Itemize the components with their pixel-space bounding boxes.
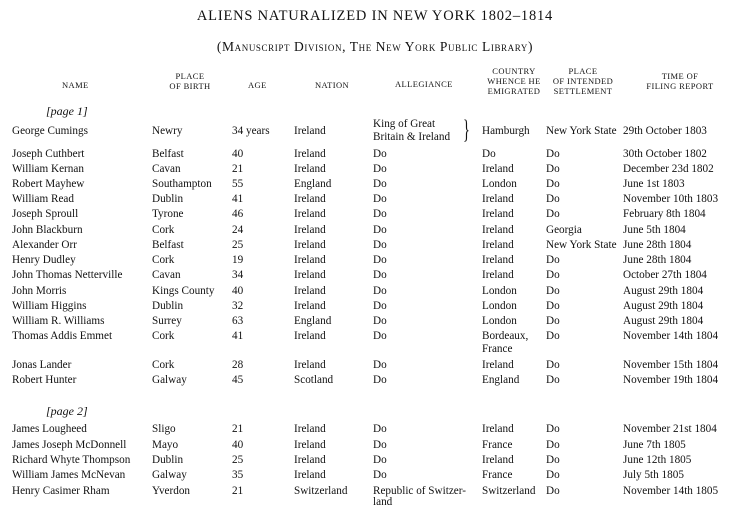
cell-birth: Sligo [152, 423, 176, 435]
cell-country: London [482, 285, 517, 297]
cell-time: June 28th 1804 [623, 239, 692, 251]
cell-allegiance: Do [373, 330, 387, 342]
cell-name: Joseph Sproull [12, 208, 79, 220]
cell-name: Alexander Orr [12, 239, 77, 251]
cell-country: Ireland [482, 193, 514, 205]
cell-allegiance: Do [373, 208, 387, 220]
cell-time: November 21st 1804 [623, 423, 717, 435]
subtitle-close-paren: ) [527, 39, 534, 54]
cell-country: France [482, 439, 513, 451]
table-row [0, 300, 750, 315]
cell-place: Do [546, 300, 560, 312]
header-nation: NATION [315, 80, 350, 90]
cell-nation: England [294, 178, 332, 190]
cell-birth: Yverdon [152, 485, 191, 497]
cell-age: 25 [232, 454, 244, 466]
cell-age: 21 [232, 163, 244, 175]
cell-allegiance: Do [373, 439, 387, 451]
cell-age: 32 [232, 300, 244, 312]
table-row [0, 269, 750, 284]
table-row [0, 148, 750, 163]
cell-allegiance: Do [373, 178, 387, 190]
cell-nation: Ireland [294, 300, 326, 312]
table-row [0, 469, 750, 484]
cell-allegiance: Do [373, 374, 387, 386]
cell-birth: Belfast [152, 239, 184, 251]
cell-age: 41 [232, 330, 244, 342]
table-row [0, 163, 750, 178]
cell-nation: Ireland [294, 423, 326, 435]
header-country-line-1: COUNTRY [492, 66, 536, 76]
cell-nation: Ireland [294, 148, 326, 160]
cell-allegiance: Do [373, 454, 387, 466]
cell-allegiance: Do [373, 239, 387, 251]
right-brace: } [463, 115, 470, 144]
header-country-line-3: EMIGRATED [487, 86, 541, 96]
cell-name: Joseph Cuthbert [12, 148, 85, 160]
cell-place: Do [546, 374, 560, 386]
cell-time: 30th October 1802 [623, 148, 707, 160]
cell-age: 19 [232, 254, 244, 266]
cell-country: Ireland [482, 454, 514, 466]
cell-country: Ireland [482, 239, 514, 251]
cell-name: John Thomas Netterville [12, 269, 123, 281]
table-row [0, 193, 750, 208]
header-age: AGE [248, 80, 267, 90]
cell-birth: Belfast [152, 148, 184, 160]
cell-name: Jonas Lander [12, 359, 72, 371]
subtitle-open-paren: ( [216, 39, 223, 54]
cell-age: 28 [232, 359, 244, 371]
cell-age: 41 [232, 193, 244, 205]
cell-allegiance: Do [373, 269, 387, 281]
cell-name: William Kernan [12, 163, 84, 175]
cell-age: 45 [232, 374, 244, 386]
cell-name: James Lougheed [12, 423, 87, 435]
cell-country-line-2: France [482, 343, 513, 355]
cell-time: June 12th 1805 [623, 454, 692, 466]
cell-place: Do [546, 254, 560, 266]
cell-country: Ireland [482, 359, 514, 371]
document-title: ALIENS NATURALIZED IN NEW YORK 1802–1814 [196, 8, 554, 24]
cell-nation: Ireland [294, 208, 326, 220]
cell-nation: Ireland [294, 469, 326, 481]
cell-birth: Mayo [152, 439, 179, 451]
cell-time: June 1st 1803 [623, 178, 685, 190]
cell-time: November 15th 1804 [623, 359, 719, 371]
cell-allegiance-line-2: Britain & Ireland [373, 131, 451, 143]
cell-age: 40 [232, 285, 244, 297]
cell-country: London [482, 315, 517, 327]
header-place-of-birth [155, 71, 225, 91]
table-row [0, 224, 750, 239]
cell-place: Do [546, 485, 560, 497]
cell-allegiance: Do [373, 300, 387, 312]
cell-nation: Ireland [294, 193, 326, 205]
cell-place: Do [546, 285, 560, 297]
cell-time: February 8th 1804 [623, 208, 706, 220]
cell-name: Richard Whyte Thompson [12, 454, 131, 466]
cell-country: Ireland [482, 254, 514, 266]
cell-place: Do [546, 439, 560, 451]
cell-country: Ireland [482, 423, 514, 435]
cell-allegiance: Do [373, 193, 387, 205]
cell-place: Do [546, 454, 560, 466]
cell-age: 35 [232, 469, 244, 481]
cell-birth: Galway [152, 374, 187, 386]
cell-birth: Tyrone [152, 208, 184, 220]
cell-allegiance: Do [373, 469, 387, 481]
cell-country: France [482, 469, 513, 481]
cell-age: 40 [232, 439, 244, 451]
header-name: NAME [62, 80, 89, 90]
cell-birth: Cavan [152, 163, 181, 175]
cell-birth: Surrey [152, 315, 182, 327]
cell-allegiance: Do [373, 224, 387, 236]
cell-country: Ireland [482, 163, 514, 175]
cell-place: Do [546, 148, 560, 160]
cell-name: George Cumings [12, 125, 88, 137]
header-place-of-settlement [548, 66, 618, 96]
cell-allegiance: Do [373, 254, 387, 266]
page-2-label: [page 2] [46, 404, 88, 418]
cell-time: November 10th 1803 [623, 193, 719, 205]
cell-nation: Ireland [294, 359, 326, 371]
cell-birth: Cork [152, 330, 175, 342]
cell-place: Do [546, 208, 560, 220]
cell-country-line-1: Bordeaux, [482, 330, 529, 342]
cell-time: November 14th 1804 [623, 330, 719, 342]
cell-name: William James McNevan [12, 469, 126, 481]
table-row [0, 359, 750, 374]
header-place-of-birth-line-1: PLACE [175, 71, 205, 81]
cell-birth: Southampton [152, 178, 212, 190]
cell-time: November 14th 1805 [623, 485, 719, 497]
table-row [0, 454, 750, 469]
cell-name: John Blackburn [12, 224, 83, 236]
cell-time: December 23d 1802 [623, 163, 714, 175]
cell-place: Do [546, 163, 560, 175]
cell-allegiance: Do [373, 359, 387, 371]
header-place-line-2: OF INTENDED [552, 76, 614, 86]
cell-birth: Cork [152, 254, 175, 266]
cell-age: 63 [232, 315, 244, 327]
cell-country: England [482, 374, 520, 386]
cell-nation: England [294, 315, 332, 327]
cell-name: John Morris [12, 285, 67, 297]
cell-place: Do [546, 359, 560, 371]
cell-age: 40 [232, 148, 244, 160]
table-row [0, 439, 750, 454]
cell-allegiance-line-1: Republic of Switzer- [373, 485, 466, 497]
cell-country: Ireland [482, 269, 514, 281]
subtitle-source: Manuscript Division, The New York Public Library [222, 39, 528, 54]
cell-country: Hamburgh [482, 125, 530, 137]
cell-age: 21 [232, 423, 244, 435]
cell-allegiance-line-2: land [373, 496, 393, 508]
cell-age: 21 [232, 485, 244, 497]
cell-time: August 29th 1804 [623, 300, 704, 312]
cell-birth: Dublin [152, 193, 184, 205]
cell-time: 29th October 1803 [623, 125, 707, 137]
cell-place: Do [546, 178, 560, 190]
cell-birth: Newry [152, 125, 183, 137]
table-row [0, 239, 750, 254]
cell-country: Do [482, 148, 496, 160]
cell-name: William R. Williams [12, 315, 105, 327]
cell-nation: Ireland [294, 163, 326, 175]
cell-name: William Read [12, 193, 74, 205]
cell-place: New York State [546, 239, 617, 251]
cell-nation: Ireland [294, 285, 326, 297]
cell-age: 25 [232, 239, 244, 251]
cell-age: 34 years [232, 125, 270, 137]
cell-birth: Cavan [152, 269, 181, 281]
table-row [0, 285, 750, 300]
document-subtitle [0, 39, 750, 55]
page-1-label: [page 1] [46, 104, 88, 118]
header-time-line-1: TIME OF [661, 71, 699, 81]
cell-birth: Cork [152, 224, 175, 236]
cell-birth: Cork [152, 359, 175, 371]
cell-name: James Joseph McDonnell [12, 439, 127, 451]
cell-country: Ireland [482, 224, 514, 236]
cell-nation: Scotland [294, 374, 334, 386]
cell-nation: Ireland [294, 239, 326, 251]
cell-place: Do [546, 330, 560, 342]
cell-name: Henry Casimer Rham [12, 485, 110, 497]
cell-allegiance: Do [373, 315, 387, 327]
cell-name: Thomas Addis Emmet [12, 330, 113, 342]
cell-nation: Switzerland [294, 485, 348, 497]
table-row [0, 178, 750, 193]
cell-nation: Ireland [294, 254, 326, 266]
cell-nation: Ireland [294, 269, 326, 281]
cell-birth: Dublin [152, 454, 184, 466]
cell-name: William Higgins [12, 300, 87, 312]
cell-allegiance-line-1: King of Great [373, 118, 436, 130]
cell-age: 55 [232, 178, 244, 190]
cell-allegiance: Do [373, 148, 387, 160]
cell-time: November 19th 1804 [623, 374, 719, 386]
cell-time: June 7th 1805 [623, 439, 686, 451]
cell-nation: Ireland [294, 454, 326, 466]
cell-country: London [482, 178, 517, 190]
cell-allegiance: Do [373, 423, 387, 435]
cell-place: Do [546, 315, 560, 327]
cell-time: June 5th 1804 [623, 224, 686, 236]
cell-name: Robert Mayhew [12, 178, 85, 190]
cell-country: Ireland [482, 208, 514, 220]
table-row [0, 374, 750, 389]
cell-time: August 29th 1804 [623, 315, 704, 327]
header-place-of-birth-line-2: OF BIRTH [169, 81, 211, 91]
table-row [0, 118, 750, 143]
cell-age: 24 [232, 224, 244, 236]
table-row [0, 208, 750, 223]
header-time-line-2: FILING REPORT [646, 81, 714, 91]
cell-time: October 27th 1804 [623, 269, 707, 281]
table-row [0, 330, 750, 355]
table-row [0, 315, 750, 330]
header-allegiance: ALLEGIANCE [395, 79, 453, 89]
header-country-emigrated [478, 66, 550, 96]
cell-nation: Ireland [294, 439, 326, 451]
cell-time: July 5th 1805 [623, 469, 684, 481]
cell-allegiance: Do [373, 163, 387, 175]
cell-age: 34 [232, 269, 244, 281]
cell-place: Do [546, 423, 560, 435]
table-row [0, 485, 750, 508]
cell-allegiance: Do [373, 285, 387, 297]
cell-name: Robert Hunter [12, 374, 77, 386]
cell-country: Switzerland [482, 485, 536, 497]
table-row [0, 254, 750, 269]
cell-place: Georgia [546, 224, 582, 236]
cell-birth: Kings County [152, 285, 215, 297]
header-place-line-1: PLACE [568, 66, 598, 76]
cell-place: Do [546, 269, 560, 281]
header-time-of-filing [630, 71, 730, 91]
cell-place: New York State [546, 125, 617, 137]
header-place-line-3: SETTLEMENT [553, 86, 613, 96]
cell-place: Do [546, 193, 560, 205]
cell-time: June 28th 1804 [623, 254, 692, 266]
cell-birth: Dublin [152, 300, 184, 312]
cell-time: August 29th 1804 [623, 285, 704, 297]
cell-name: Henry Dudley [12, 254, 76, 266]
cell-nation: Ireland [294, 125, 326, 137]
table-row [0, 423, 750, 438]
cell-place: Do [546, 469, 560, 481]
cell-country: London [482, 300, 517, 312]
cell-nation: Ireland [294, 224, 326, 236]
cell-birth: Galway [152, 469, 187, 481]
header-country-line-2: WHENCE HE [487, 76, 541, 86]
cell-age: 46 [232, 208, 244, 220]
cell-nation: Ireland [294, 330, 326, 342]
